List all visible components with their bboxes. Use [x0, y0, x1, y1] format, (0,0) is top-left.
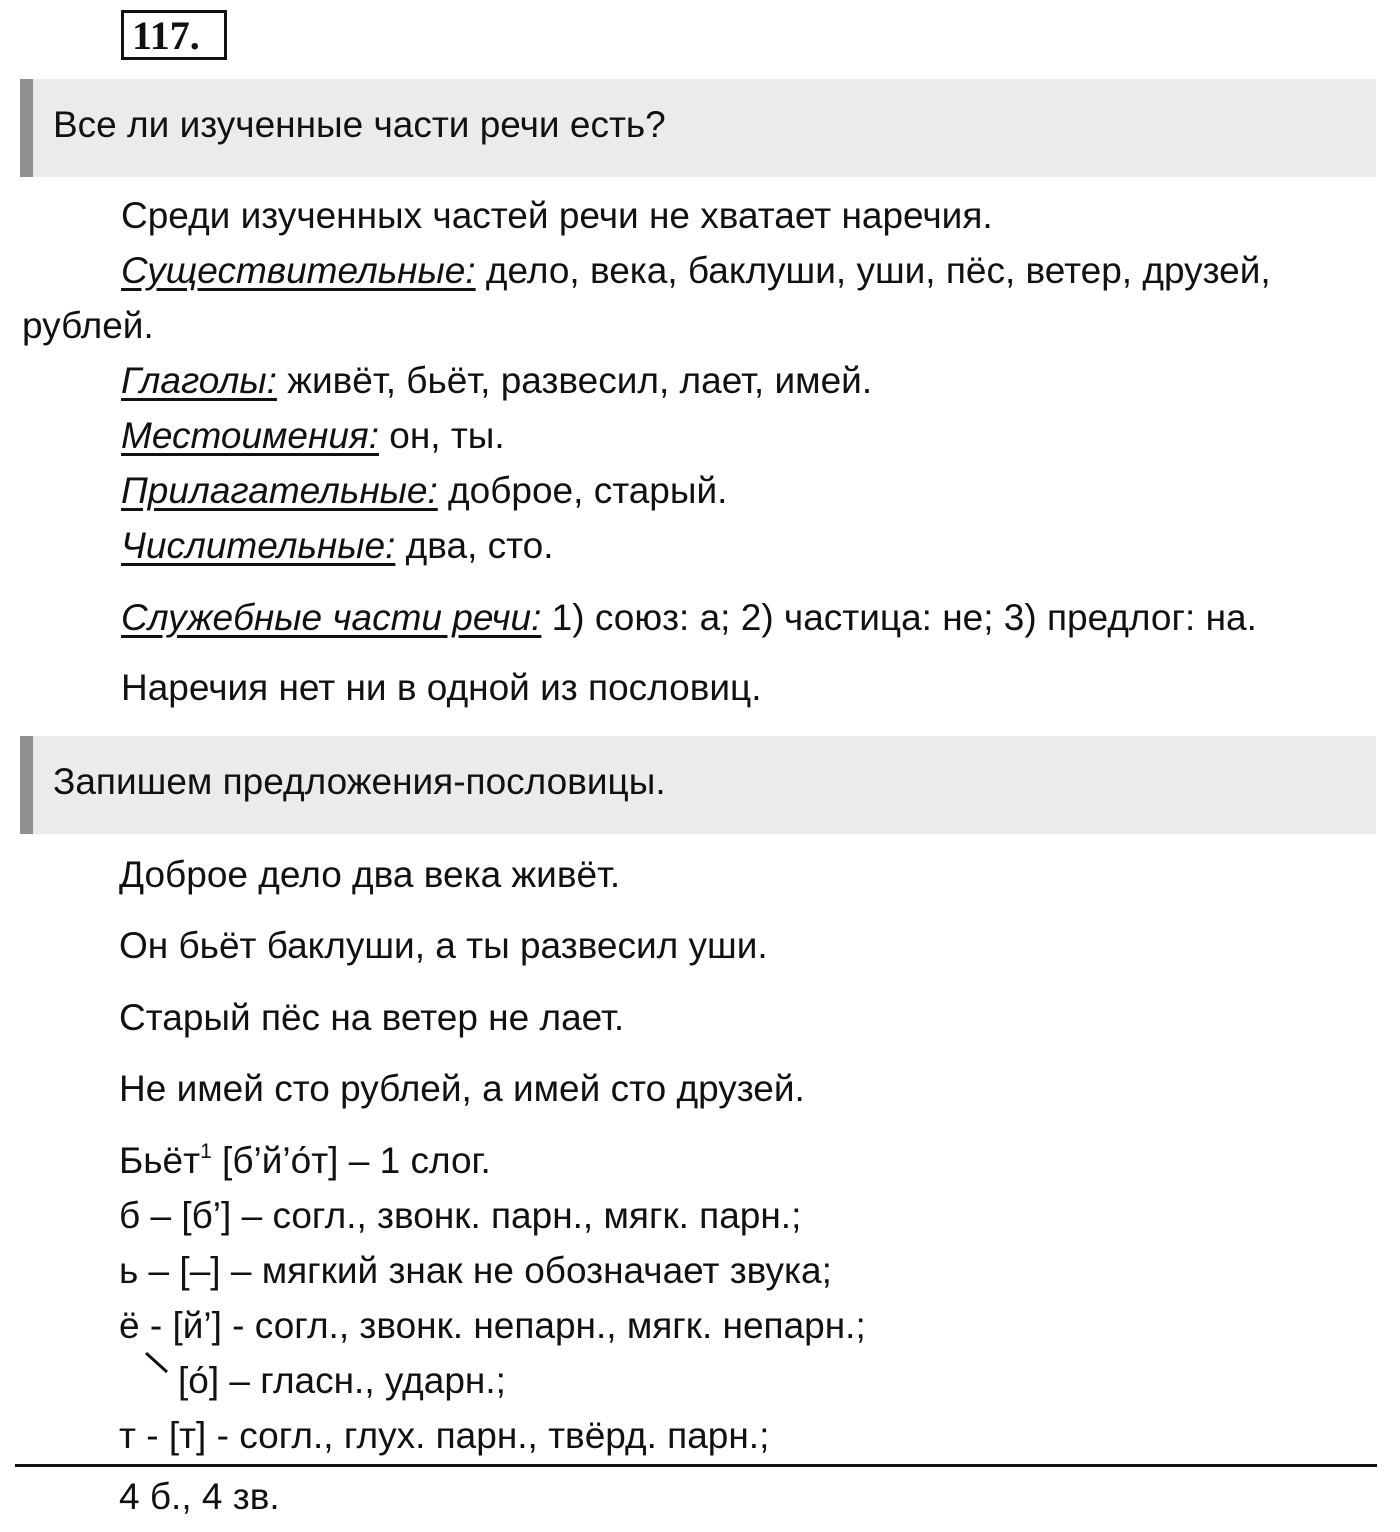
conclusion-line: Наречия нет ни в одной из пословиц. [121, 667, 762, 708]
nouns-label: Существительные: [121, 250, 476, 291]
phoneme-line: б – [б’] – согл., звонк. парн., мягк. парн.; [119, 1195, 802, 1236]
proverb: Старый пёс на ветер не лает. [119, 997, 625, 1038]
pronouns-line [121, 414, 505, 458]
analysis-word: Бьёт [119, 1140, 201, 1181]
numerals-text: два, сто. [395, 525, 554, 566]
phoneme-line: т - [т] - согл., глух. парн., твёрд. парн.; [119, 1415, 770, 1456]
phoneme-line: ь – [–] – мягкий знак не обозначает звука; [119, 1250, 832, 1291]
function-words-text: 1) союз: а; 2) частица: не; 3) предлог: на. [541, 597, 1257, 638]
question-bar-2 [20, 736, 1376, 834]
verbs-line [121, 359, 872, 403]
summary-divider [15, 1464, 1377, 1467]
summary-line: 4 б., 4 зв. [119, 1476, 280, 1517]
verbs-text: живёт, бьёт, развесил, лает, имей. [276, 360, 873, 401]
nouns-line [121, 249, 1271, 293]
function-words-line [121, 596, 1257, 640]
adjectives-text: доброе, старый. [437, 470, 728, 511]
nouns-continuation: рублей. [22, 305, 154, 346]
word-analysis-header [119, 1139, 491, 1183]
analysis-footnote-mark: 1 [200, 1140, 212, 1163]
numerals-label: Числительные: [121, 525, 396, 566]
question-bar-1 [20, 79, 1376, 177]
exercise-number: 117. [121, 10, 227, 60]
adjectives-line [121, 469, 727, 513]
verbs-label: Глаголы: [121, 360, 277, 401]
proverb: Доброе дело два века живёт. [119, 854, 621, 895]
adjectives-label: Прилагательные: [121, 470, 438, 511]
proverb: Не имей сто рублей, а имей сто друзей. [119, 1068, 805, 1109]
nouns-text: дело, века, баклуши, уши, пёс, ветер, друзей, [475, 250, 1271, 291]
numerals-line [121, 524, 554, 568]
phoneme-line: ё - [й’] - согл., звонк. непарн., мягк. непарн.; [119, 1305, 866, 1346]
phoneme-line: [о́] – гласн., ударн.; [178, 1360, 506, 1401]
branch-stroke-icon [140, 1350, 172, 1376]
analysis-transcription: [б’й’о́т] – 1 слог. [211, 1140, 491, 1181]
question-1-text: Все ли изученные части речи есть? [53, 104, 666, 145]
function-words-label: Служебные части речи: [121, 597, 542, 638]
intro-line: Среди изученных частей речи не хватает наречия. [121, 195, 993, 236]
proverb: Он бьёт баклуши, а ты развесил уши. [119, 925, 768, 966]
question-2-text: Запишем предложения-пословицы. [53, 761, 666, 802]
pronouns-text: он, ты. [378, 415, 505, 456]
pronouns-label: Местоимения: [121, 415, 379, 456]
